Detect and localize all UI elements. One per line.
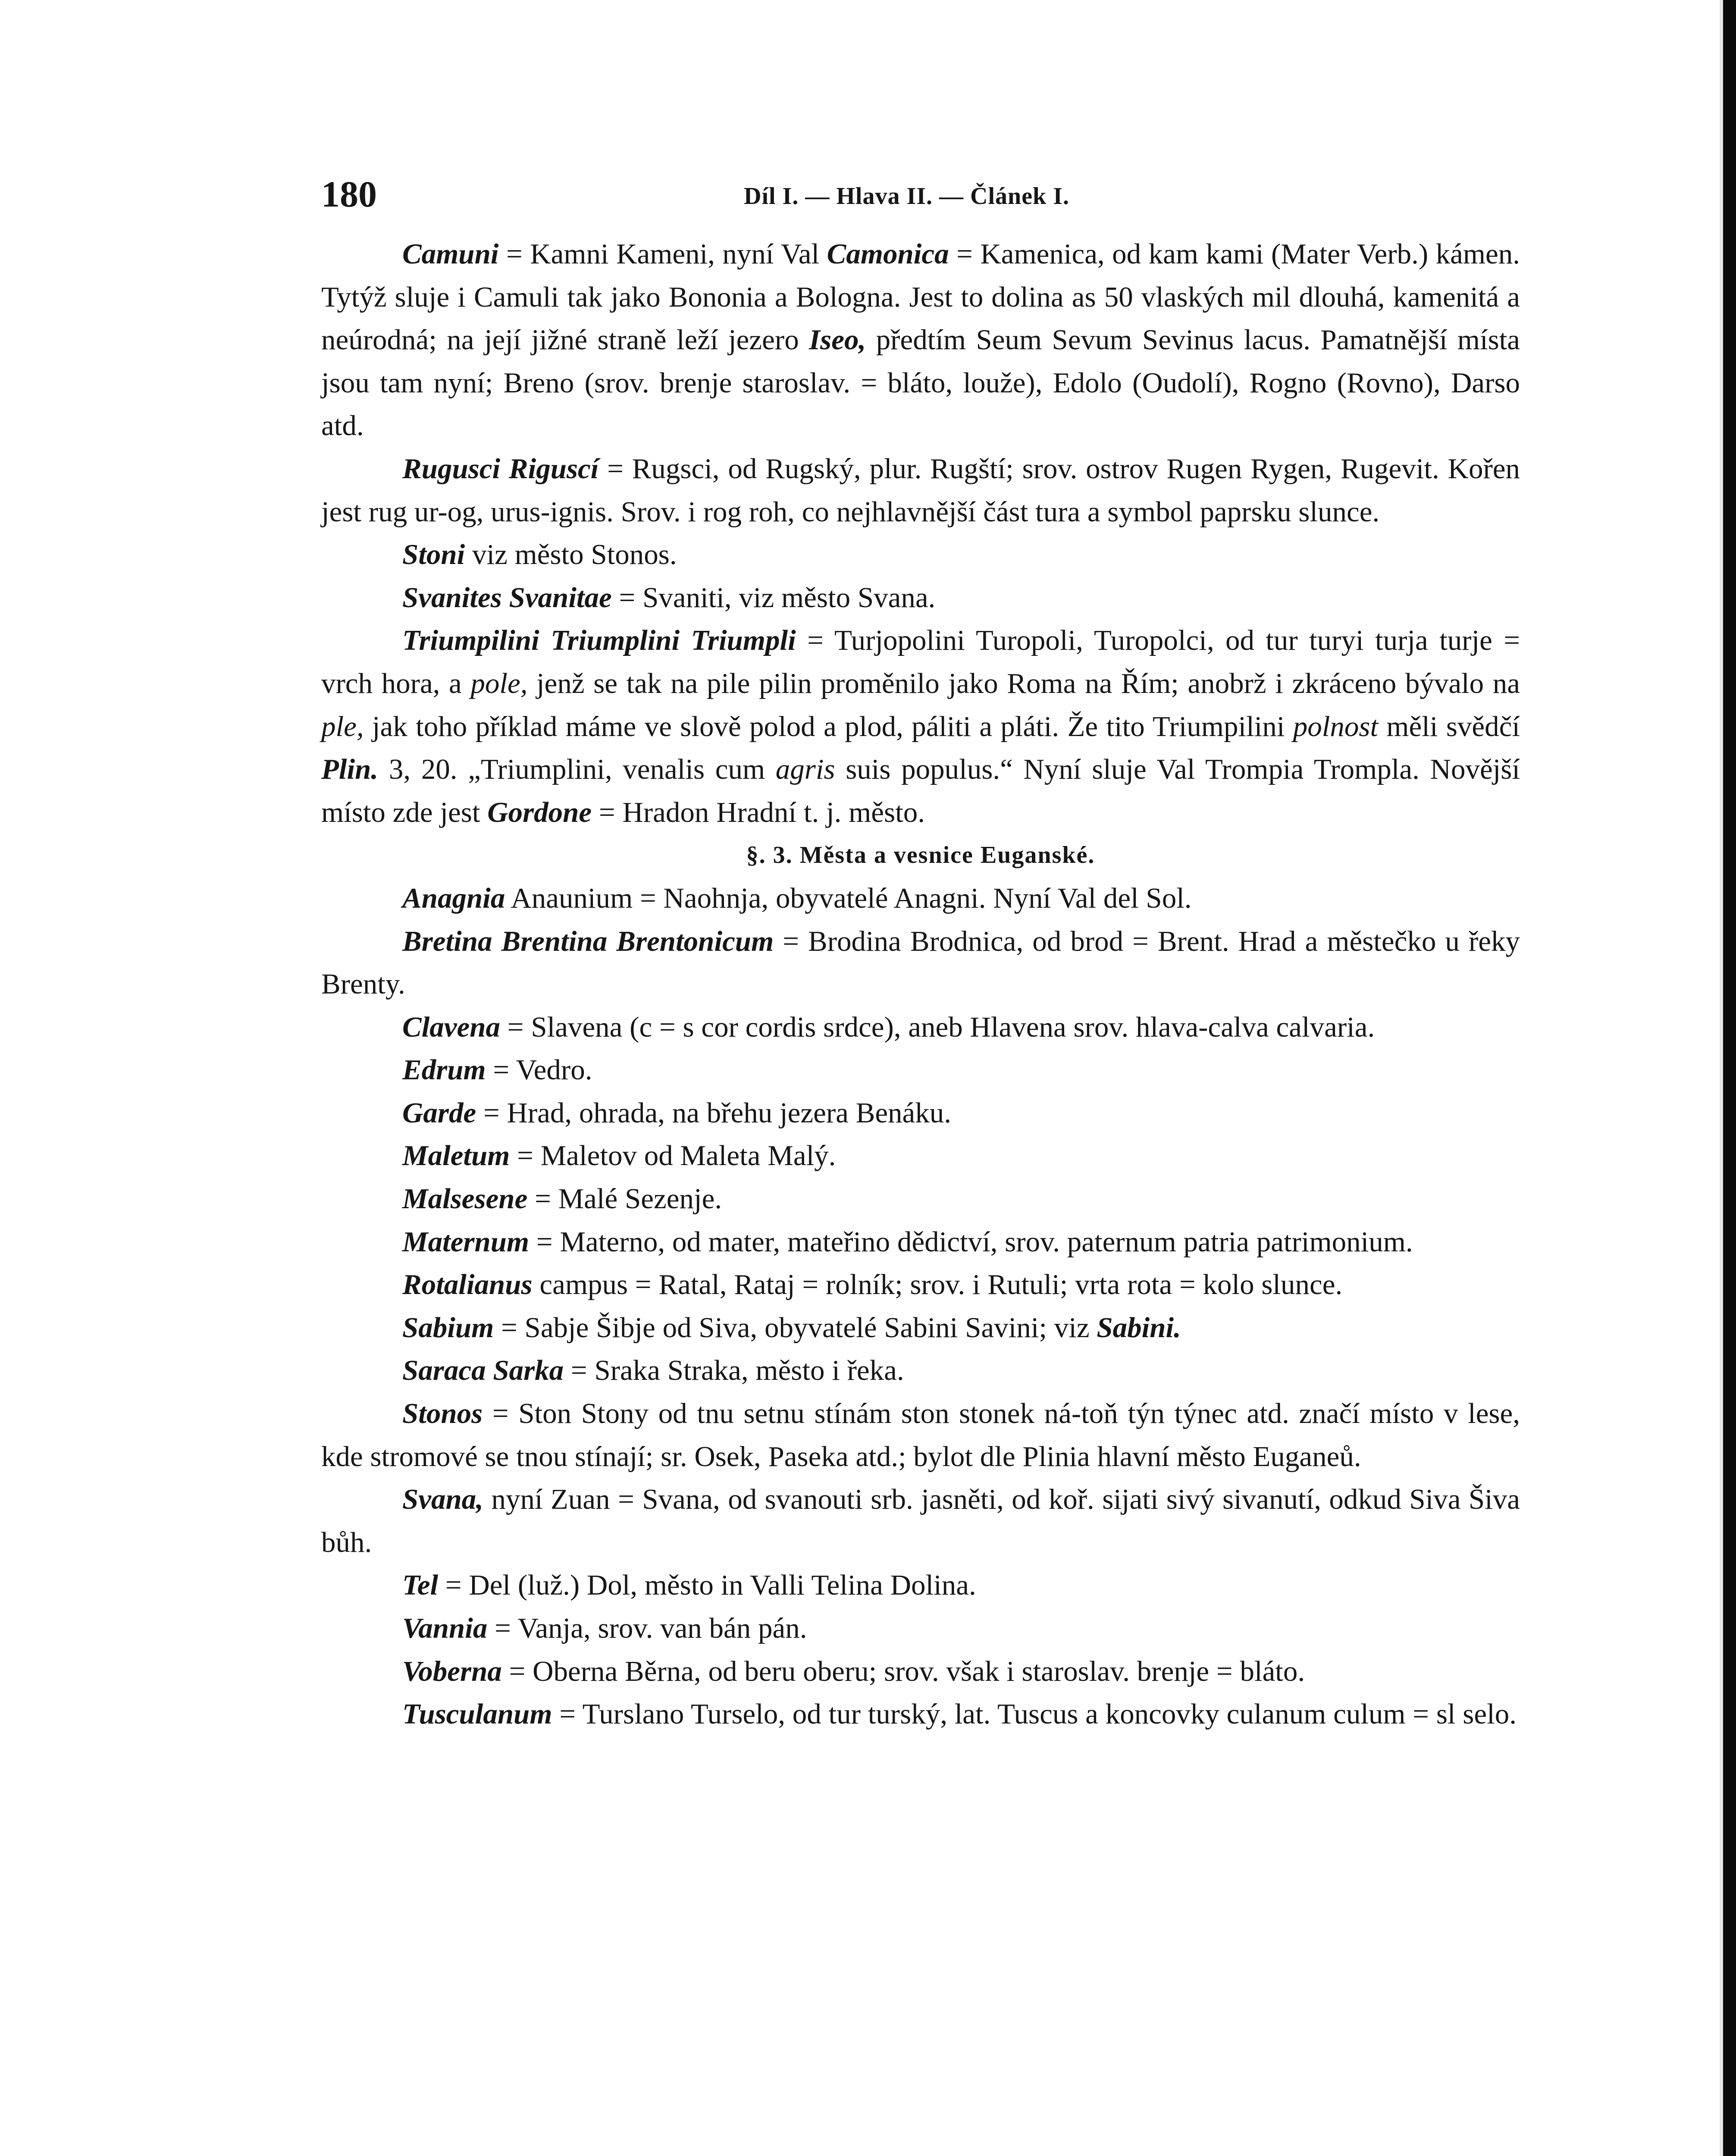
entry-text: = Malé Sezenje. [527, 1183, 722, 1215]
entry-text: = Kamni Kameni, nyní Val [498, 238, 827, 270]
entry-italic: pole, [470, 667, 528, 699]
entry-text: = Materno, od mater, mateřino dědictví, srov. paternum patria patrimonium. [529, 1225, 1413, 1258]
entry-term: Sabium [402, 1311, 494, 1344]
entry-saraca [321, 1349, 1520, 1392]
entry-term: Edrum [402, 1054, 486, 1086]
entry-term: Rotalianus [402, 1269, 533, 1301]
entry-text: Anaunium = Naohnja, obyvatelé Anagni. Nyní Val del Sol. [505, 882, 1192, 914]
entry-term: Clavena [402, 1011, 501, 1043]
entry-triumpilini [321, 619, 1520, 834]
entry-vannia [321, 1607, 1520, 1650]
entry-rugusci [321, 448, 1520, 533]
entry-term: Sabini. [1097, 1311, 1181, 1344]
entry-clavena [321, 1006, 1520, 1049]
entry-svanites [321, 577, 1520, 620]
entry-text: = Turjopolini Turopoli, Turopolci, od tur turyi turja turje = vrch hora, a [321, 624, 1520, 699]
entry-italic: ple, [321, 710, 364, 743]
entry-text: jak toho příklad máme ve slově polod a plod, páliti a pláti. Že tito Triumpilini [363, 710, 1293, 743]
entry-voberna [321, 1650, 1520, 1693]
entry-italic: polnost [1293, 710, 1379, 743]
entry-term: Garde [402, 1097, 476, 1129]
entry-term: Camuni [402, 238, 499, 270]
scan-border [1723, 0, 1736, 2156]
entry-term: Plin. [321, 753, 379, 786]
entry-term: Camonica [827, 238, 949, 270]
entry-text: měli svědčí [1378, 710, 1520, 743]
entry-text: = Rugsci, od Rugský, plur. Rugští; srov. ostrov Rugen Rygen, Rugevit. Kořen jest rug ur-og, urus-ignis. Srov. i rog roh, co nejhlavnější část tura a symbol paprsku slunce. [321, 452, 1520, 528]
entry-term: Vannia [402, 1612, 488, 1644]
entry-tel [321, 1564, 1520, 1607]
entry-text: nyní Zuan = Svana, od svanouti srb. jasněti, od koř. sijati sivý sivanutí, odkud Siva Šiva bůh. [321, 1483, 1520, 1558]
entry-term: Tel [402, 1569, 439, 1601]
entry-text: = Sabje Šibje od Siva, obyvatelé Sabini Savini; viz [494, 1311, 1097, 1344]
entry-anagnia [321, 877, 1520, 920]
entry-term: Maternum [402, 1225, 530, 1258]
entry-text: = Sraka Straka, město i řeka. [564, 1354, 904, 1387]
entry-term: Svanites Svanitae [402, 581, 612, 614]
entry-text: = Vanja, srov. van bán pán. [487, 1612, 807, 1644]
entry-malsesene [321, 1178, 1520, 1221]
body-text [321, 233, 1520, 1736]
entry-text: = Turslano Turselo, od tur turský, lat. Tuscus a koncovky culanum culum = sl selo. [552, 1698, 1517, 1730]
entry-bretina [321, 920, 1520, 1006]
entry-edrum [321, 1049, 1520, 1092]
entry-rotalianus [321, 1263, 1520, 1307]
entry-text: suis populus.“ Nyní sluje Val Trompia Trompla. Novější místo zde jest [321, 753, 1520, 828]
entry-text: = Kamenica, od kam kami (Mater Verb.) kámen. Tytýž sluje i Camuli tak jako Bononia a Bologna. Jest to dolina as 50 vlaských mil dlouhá, kamenitá a neúrodná; na její jižné straně leží jezero [321, 238, 1520, 356]
entry-text: jenž se tak na pile pilin proměnilo jako Roma na Řím; anobrž i zkráceno bývalo na [527, 667, 1520, 699]
entry-term: Rugusci Riguscí [402, 452, 599, 485]
running-head [321, 170, 1520, 218]
entry-stoni [321, 533, 1520, 577]
entry-term: Stonos [402, 1398, 483, 1430]
entry-term: Triumpilini Triumplini Triumpli [402, 624, 796, 657]
entry-sabium [321, 1307, 1520, 1350]
entry-text: = Maletov od Maleta Malý. [510, 1140, 836, 1172]
running-head-title: Díl I. — Hlava II. — Článek I. [744, 183, 1069, 210]
entry-term: Iseo, [809, 324, 866, 356]
entry-camuni [321, 233, 1520, 448]
entry-text: 3, 20. „Triumplini, venalis cum [378, 753, 776, 786]
entry-term: Voberna [402, 1655, 502, 1687]
page-edge-shadow [1720, 0, 1723, 2156]
entry-term: Tusculanum [402, 1698, 552, 1730]
entry-text: = Vedro. [486, 1054, 592, 1086]
entry-stonos [321, 1392, 1520, 1478]
entry-term: Saraca Sarka [402, 1354, 564, 1387]
entry-garde [321, 1092, 1520, 1135]
entry-text: = Hradon Hradní t. j. město. [592, 796, 925, 828]
entry-tusculanum [321, 1693, 1520, 1736]
entry-svana [321, 1478, 1520, 1564]
entry-italic: agris [775, 753, 835, 786]
entry-text: = Hrad, ohrada, na břehu jezera Benáku. [476, 1097, 952, 1129]
entry-text: předtím Seum Sevum Sevinus lacus. Pamatnější místa jsou tam nyní; Breno (srov. brenje staroslav. = bláto, louže), Edolo (Oudolí), Rogno (Rovno), Darso atd. [321, 324, 1520, 442]
entry-text: = Ston Stony od tnu setnu stínám ston stonek ná-toň týn týnec atd. značí místo v lese, kde stromové se tnou stínají; sr. Osek, Paseka atd.; bylot dle Plinia hlavní město Euganeů. [321, 1398, 1520, 1473]
entry-term: Malsesene [402, 1183, 528, 1215]
entry-text: = Oberna Běrna, od beru oberu; srov. však i staroslav. brenje = bláto. [501, 1655, 1305, 1687]
section-heading: §. 3. Města a vesnice Euganské. [746, 842, 1095, 869]
entry-maternum [321, 1221, 1520, 1264]
entry-text: viz město Stonos. [465, 539, 677, 571]
entry-term: Svana, [402, 1483, 484, 1516]
entry-text: = Brodina Brodnica, od brod = Brent. Hrad a městečko u řeky Brenty. [321, 925, 1520, 1000]
entry-term: Bretina Brentina Brentonicum [402, 925, 774, 957]
page-number: 180 [321, 173, 377, 215]
entry-maletum [321, 1134, 1520, 1178]
entry-term: Stoni [402, 539, 465, 571]
entry-text: = Slavena (c = s cor cordis srdce), aneb Hlavena srov. hlava-calva calvaria. [500, 1011, 1375, 1043]
entry-term: Gordone [487, 796, 592, 828]
entry-term: Anagnia [402, 882, 505, 914]
entry-text: = Del (luž.) Dol, město in Valli Telina Dolina. [438, 1569, 976, 1601]
entry-text: = Svaniti, viz město Svana. [611, 581, 936, 614]
entry-term: Maletum [402, 1140, 510, 1172]
entry-text: campus = Ratal, Rataj = rolník; srov. i Rutuli; vrta rota = kolo slunce. [532, 1269, 1343, 1301]
